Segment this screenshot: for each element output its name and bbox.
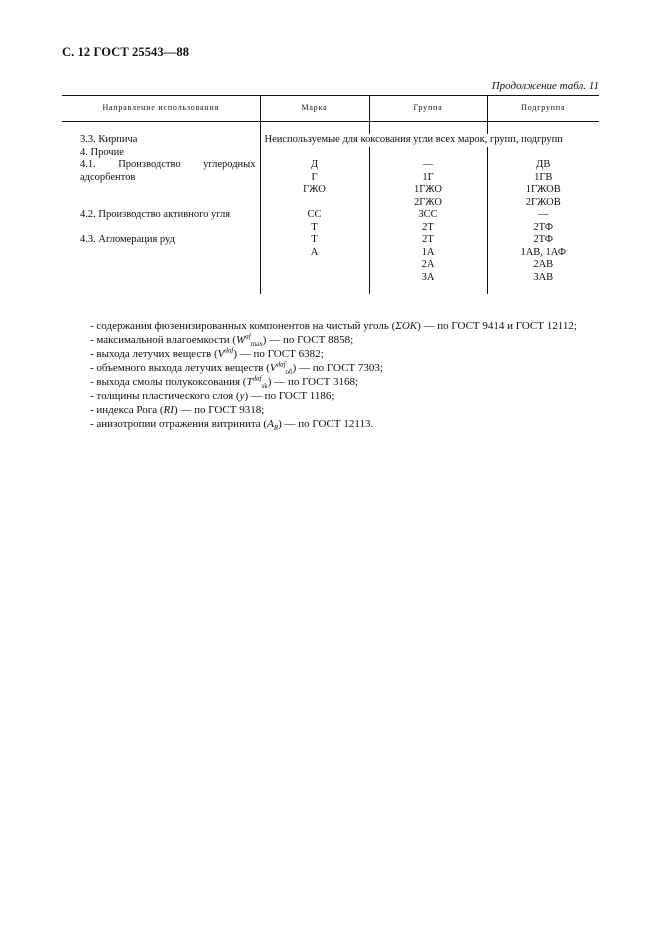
table-continuation-label: Продолжение табл. 11 <box>491 80 599 92</box>
item-standard: ) — по ГОСТ 1186; <box>244 390 335 402</box>
subgroup-value: ДВ <box>536 159 551 170</box>
item-symbol-subscript: R <box>273 424 279 433</box>
item-symbol-subscript: max <box>250 340 263 349</box>
subgroup-value: 2АВ <box>533 259 554 270</box>
table-spacer-row <box>62 122 599 135</box>
item-symbol-subscript: sk <box>261 382 268 391</box>
item-symbol: RI <box>163 404 174 416</box>
subgroup-value: 1АВ, 1АФ <box>520 246 567 258</box>
table-container <box>62 95 599 294</box>
column-header-subgroup: Подгруппа <box>487 96 599 122</box>
cell-groups <box>369 234 487 284</box>
item-symbol: V <box>217 348 225 360</box>
cell-subgroups <box>487 209 599 234</box>
group-value: 1Г <box>422 171 434 183</box>
table-row <box>62 234 599 284</box>
item-standard: ) — по ГОСТ 9318; <box>173 404 265 416</box>
group-value: 3СС <box>418 209 438 220</box>
item-standard: ) — по ГОСТ 9414 и ГОСТ 12112; <box>417 320 577 332</box>
item-standard: ) — по ГОСТ 8858; <box>262 334 354 346</box>
item-text: - толщины пластического слоя ( <box>90 390 240 402</box>
subgroup-value: 2ГЖОВ <box>525 196 561 208</box>
item-symbol-superscript: daf <box>252 374 262 383</box>
item-standard: ) — по ГОСТ 6382; <box>233 348 324 360</box>
mark-value: Д <box>310 159 319 170</box>
mark-value <box>261 197 369 210</box>
group-value: 2Т <box>422 234 434 245</box>
item-text: - выхода смолы полукоксования ( <box>90 376 247 388</box>
mark-value <box>261 272 369 285</box>
cell-direction: 4.3. Агломерация руд <box>80 234 175 245</box>
item-standard: ) — по ГОСТ 7303; <box>292 362 383 374</box>
list-item <box>62 389 599 403</box>
item-symbol-superscript: daf <box>276 360 286 369</box>
list-item <box>62 347 599 361</box>
table-row <box>62 209 599 234</box>
cell-span-note: Неиспользуемые для коксования угли всех марок, групп, подгрупп <box>260 134 599 147</box>
table-row <box>62 159 599 209</box>
list-item <box>62 403 599 417</box>
data-table <box>62 95 599 294</box>
column-header-group: Группа <box>369 96 487 122</box>
method-references-list <box>62 319 599 431</box>
item-symbol-subscript: об <box>285 368 293 377</box>
group-value: 1ГЖО <box>413 184 443 195</box>
cell-groups <box>369 209 487 234</box>
item-standard: ) — по ГОСТ 3168; <box>267 376 359 388</box>
item-standard: ) — по ГОСТ 12113. <box>278 418 374 430</box>
mark-value: ГЖО <box>303 184 326 195</box>
table-header-row <box>62 96 599 122</box>
group-value: 1А <box>421 246 435 258</box>
list-item <box>62 361 599 375</box>
mark-value <box>261 259 369 272</box>
group-value: 2А <box>421 259 435 270</box>
group-value: 2ГЖО <box>413 196 443 208</box>
table-spacer-row <box>62 284 599 294</box>
subgroup-value: 1ГЖОВ <box>525 184 561 195</box>
list-item <box>62 375 599 389</box>
subgroup-value: 1ГВ <box>534 171 553 183</box>
subgroup-value: 2ТФ <box>533 221 554 233</box>
item-symbol-superscript: daf <box>224 346 234 355</box>
item-text: - анизотропии отражения витринита ( <box>90 418 268 430</box>
item-text: - индекса Рога ( <box>90 404 164 416</box>
cell-direction: 4.1. Производство углеродных адсорбентов <box>80 159 256 183</box>
cell-subgroups <box>487 159 599 209</box>
mark-value: Т <box>311 221 318 233</box>
cell-marks <box>260 209 369 234</box>
item-text: - выхода летучих веществ ( <box>90 348 218 360</box>
item-symbol: W <box>236 334 246 346</box>
item-text: - содержания фюзенизированных компонентов на чистый уголь ( <box>90 320 396 332</box>
subgroup-value: — <box>538 209 549 220</box>
list-item <box>62 333 599 347</box>
cell-subgroups <box>487 234 599 284</box>
table-row <box>62 147 599 160</box>
item-symbol: ΣОК <box>395 320 418 332</box>
cell-direction: 4. Прочие <box>80 146 124 158</box>
mark-value: Т <box>311 234 318 245</box>
item-symbol: T <box>246 376 253 388</box>
cell-direction: 4.2. Производство активного угля <box>80 209 231 220</box>
list-item <box>62 417 599 431</box>
list-item <box>62 319 599 333</box>
subgroup-value: 3АВ <box>533 271 554 283</box>
column-header-mark: Марка <box>260 96 369 122</box>
mark-value: Г <box>311 171 318 183</box>
subgroup-value: 2ТФ <box>533 234 554 245</box>
item-symbol: y <box>239 390 245 402</box>
item-symbol: A <box>267 418 274 430</box>
cell-direction: 3.3. Кирпича <box>80 134 138 145</box>
mark-value: А <box>310 246 319 258</box>
item-symbol-superscript: af <box>245 332 251 341</box>
cell-groups <box>369 159 487 209</box>
item-text: - максимальной влагоемкости ( <box>90 334 237 346</box>
item-symbol: V <box>269 362 277 374</box>
table-row <box>62 134 599 147</box>
group-value: 2Т <box>422 221 434 233</box>
cell-marks <box>260 234 369 284</box>
column-header-direction: Направление использования <box>62 96 260 122</box>
mark-value: СС <box>307 209 322 220</box>
item-text: - объемного выхода летучих веществ ( <box>90 362 270 374</box>
group-value: 3А <box>421 271 435 283</box>
cell-marks <box>260 159 369 209</box>
group-value: — <box>422 159 434 170</box>
page-header: С. 12 ГОСТ 25543—88 <box>62 45 190 59</box>
